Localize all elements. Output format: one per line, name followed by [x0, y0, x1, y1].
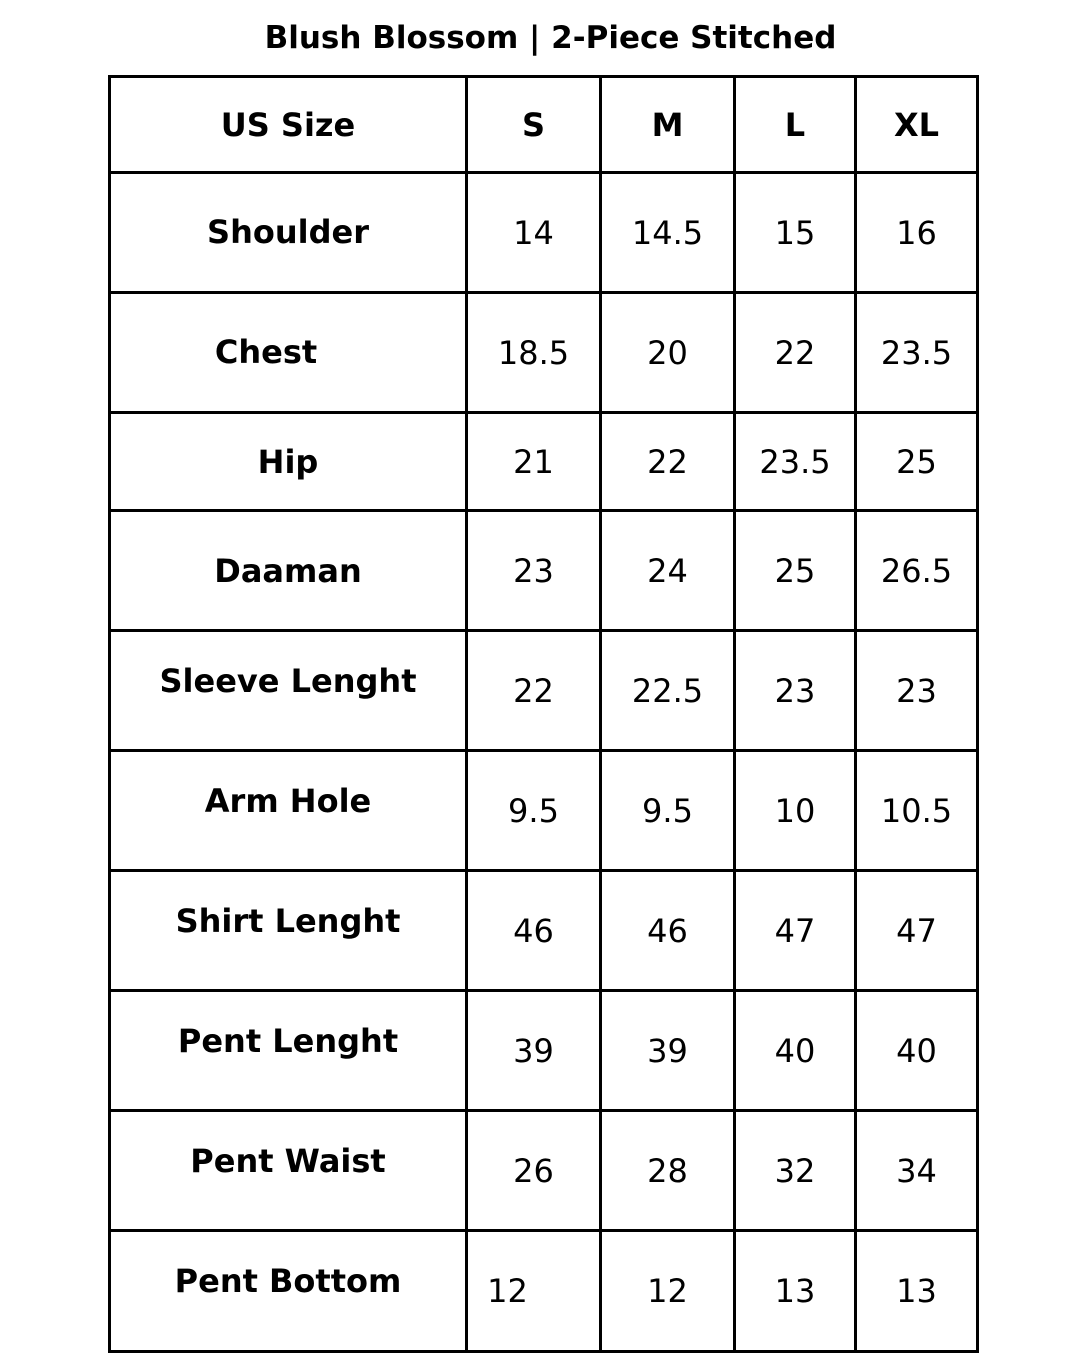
table-cell: 14.5 [601, 173, 735, 293]
table-cell: 34 [856, 1111, 978, 1231]
table-cell: 22 [467, 631, 601, 751]
size-chart-table [108, 75, 979, 1353]
table-row [110, 871, 978, 991]
table-cell: 9.5 [467, 751, 601, 871]
table-cell: 26.5 [856, 511, 978, 631]
header-size-m: M [601, 77, 735, 173]
table-cell: 25 [856, 413, 978, 511]
table-cell: 46 [467, 871, 601, 991]
table-cell: 13 [856, 1231, 978, 1352]
row-label-daaman: Daaman [110, 511, 467, 631]
row-label-hip: Hip [110, 413, 467, 511]
table-cell: 40 [735, 991, 856, 1111]
table-cell: 23.5 [856, 293, 978, 413]
table-cell: 23 [856, 631, 978, 751]
table-cell: 12 [467, 1231, 601, 1352]
table-row [110, 751, 978, 871]
table-row [110, 293, 978, 413]
table-cell: 32 [735, 1111, 856, 1231]
table-cell: 10 [735, 751, 856, 871]
table-row [110, 1111, 978, 1231]
table-cell: 24 [601, 511, 735, 631]
table-cell: 23 [467, 511, 601, 631]
row-label-shirt-length: Shirt Lenght [110, 871, 467, 991]
row-label-pent-length: Pent Lenght [110, 991, 467, 1111]
table-cell: 23 [735, 631, 856, 751]
table-cell: 39 [601, 991, 735, 1111]
table-cell: 18.5 [467, 293, 601, 413]
row-label-pent-bottom: Pent Bottom [110, 1231, 467, 1352]
table-cell: 22 [601, 413, 735, 511]
table-cell: 47 [856, 871, 978, 991]
table-cell: 47 [735, 871, 856, 991]
table-row [110, 511, 978, 631]
header-us-size: US Size [110, 77, 467, 173]
table-row [110, 1231, 978, 1352]
row-label-shoulder: Shoulder [110, 173, 467, 293]
table-cell: 25 [735, 511, 856, 631]
table-cell: 15 [735, 173, 856, 293]
table-cell: 16 [856, 173, 978, 293]
row-label-pent-waist: Pent Waist [110, 1111, 467, 1231]
row-label-chest: Chest [110, 293, 467, 413]
page-title: Blush Blossom | 2-Piece Stitched [264, 20, 837, 56]
table-cell: 28 [601, 1111, 735, 1231]
table-cell: 40 [856, 991, 978, 1111]
table-cell: 26 [467, 1111, 601, 1231]
header-size-l: L [735, 77, 856, 173]
row-label-arm-hole: Arm Hole [110, 751, 467, 871]
table-cell: 14 [467, 173, 601, 293]
table-cell: 9.5 [601, 751, 735, 871]
header-size-xl: XL [856, 77, 978, 173]
table-cell: 10.5 [856, 751, 978, 871]
table-cell: 22.5 [601, 631, 735, 751]
table-row [110, 631, 978, 751]
table-cell: 39 [467, 991, 601, 1111]
table-cell: 12 [601, 1231, 735, 1352]
table-cell: 21 [467, 413, 601, 511]
table-cell: 20 [601, 293, 735, 413]
table-row [110, 991, 978, 1111]
table-row [110, 173, 978, 293]
header-size-s: S [467, 77, 601, 173]
table-cell: 13 [735, 1231, 856, 1352]
table-cell: 46 [601, 871, 735, 991]
row-label-sleeve-length: Sleeve Lenght [110, 631, 467, 751]
table-cell: 23.5 [735, 413, 856, 511]
table-cell: 22 [735, 293, 856, 413]
table-header-row [110, 77, 978, 173]
table-row [110, 413, 978, 511]
